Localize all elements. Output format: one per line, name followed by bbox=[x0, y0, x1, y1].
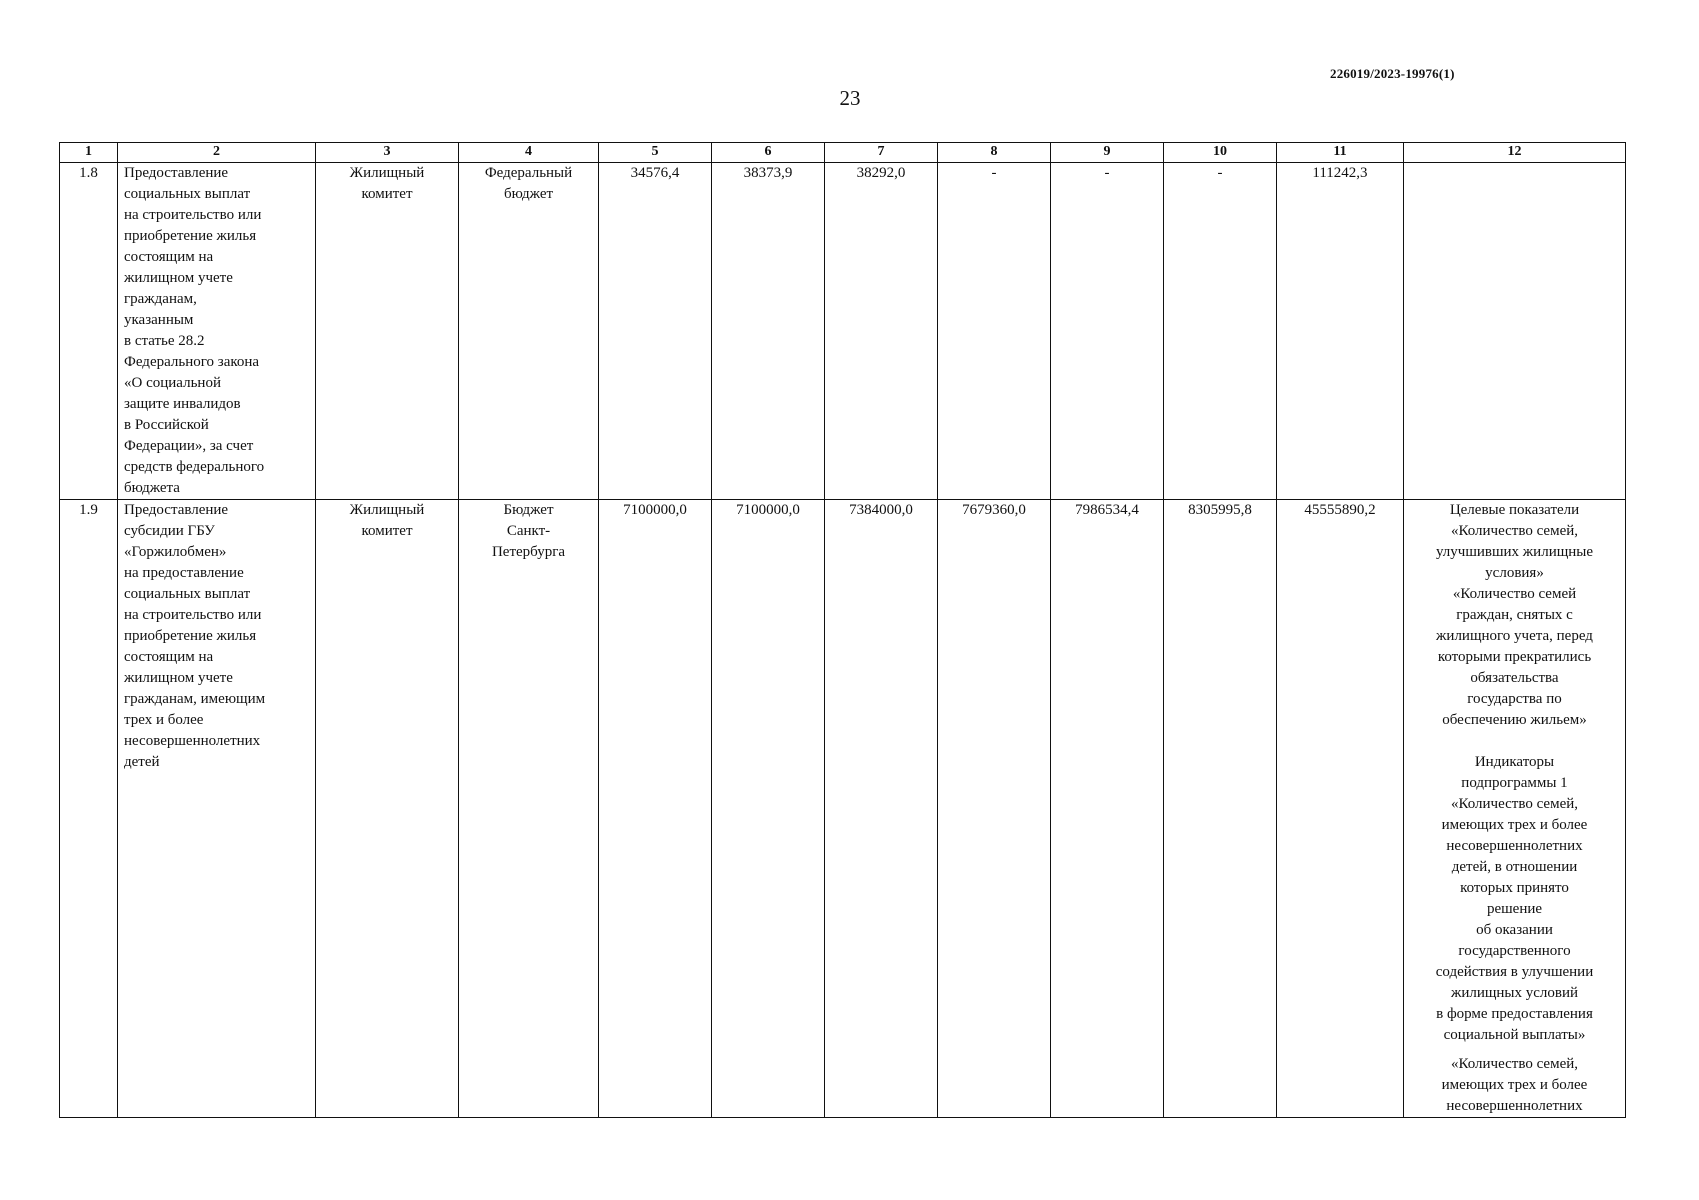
row-value-col6: 38373,9 bbox=[712, 163, 825, 500]
row-value-col9: - bbox=[1051, 163, 1164, 500]
column-header: 10 bbox=[1164, 143, 1277, 163]
row-description: Предоставление субсидии ГБУ «Горжилобмен» на предоставление социальных выплат на строительство или приобретение жилья состоящим на жилищном учете гражданам, имеющим трех и более несовершеннолетних детей bbox=[118, 500, 316, 1118]
table-row bbox=[60, 163, 1626, 500]
column-header: 4 bbox=[459, 143, 599, 163]
row-value-col10: - bbox=[1164, 163, 1277, 500]
row-number: 1.9 bbox=[60, 500, 118, 1118]
document-registration-number: 226019/2023-19976(1) bbox=[1330, 66, 1455, 81]
column-header: 9 bbox=[1051, 143, 1164, 163]
column-header: 1 bbox=[60, 143, 118, 163]
row-note bbox=[1404, 163, 1626, 500]
table-row bbox=[60, 500, 1626, 1118]
budget-table bbox=[59, 142, 1626, 1118]
column-header: 11 bbox=[1277, 143, 1404, 163]
page-number: 23 bbox=[839, 86, 861, 110]
row-value-col8: - bbox=[938, 163, 1051, 500]
row-value-col6: 7100000,0 bbox=[712, 500, 825, 1118]
column-header: 3 bbox=[316, 143, 459, 163]
row-value-col7: 38292,0 bbox=[825, 163, 938, 500]
row-value-col8: 7679360,0 bbox=[938, 500, 1051, 1118]
row-funding-source: Федеральный бюджет bbox=[459, 163, 599, 500]
row-value-col5: 34576,4 bbox=[599, 163, 712, 500]
column-header: 8 bbox=[938, 143, 1051, 163]
row-value-col5: 7100000,0 bbox=[599, 500, 712, 1118]
table-header-row bbox=[60, 143, 1626, 163]
row-value-total: 111242,3 bbox=[1277, 163, 1404, 500]
column-header: 5 bbox=[599, 143, 712, 163]
column-header: 7 bbox=[825, 143, 938, 163]
row-executor: Жилищный комитет bbox=[316, 163, 459, 500]
row-value-col9: 7986534,4 bbox=[1051, 500, 1164, 1118]
column-header: 2 bbox=[118, 143, 316, 163]
column-header: 12 bbox=[1404, 143, 1626, 163]
row-description: Предоставление социальных выплат на строительство или приобретение жилья состоящим на жилищном учете гражданам, указанным в статье 28.2 Федерального закона «О социальной защите инвалидов в Российской Федерации», за счет средств федерального бюджета bbox=[118, 163, 316, 500]
row-value-total: 45555890,2 bbox=[1277, 500, 1404, 1118]
row-value-col10: 8305995,8 bbox=[1164, 500, 1277, 1118]
row-note: Целевые показатели «Количество семей, улучшивших жилищные условия» «Количество семей граждан, снятых с жилищного учета, перед которыми прекратились обязательства государства по обеспечению жильем» Индикаторы подпрограммы 1 «Количество семей, имеющих трех и более несовершеннолетних детей, в отношении которых принято решение об оказании государственного содействия в улучшении жилищных условий в форме предоставления социальной выплаты» «Количество семей, имеющих трех и более несовершеннолетних bbox=[1404, 500, 1626, 1118]
row-executor: Жилищный комитет bbox=[316, 500, 459, 1118]
row-value-col7: 7384000,0 bbox=[825, 500, 938, 1118]
column-header: 6 bbox=[712, 143, 825, 163]
row-funding-source: Бюджет Санкт- Петербурга bbox=[459, 500, 599, 1118]
row-number: 1.8 bbox=[60, 163, 118, 500]
